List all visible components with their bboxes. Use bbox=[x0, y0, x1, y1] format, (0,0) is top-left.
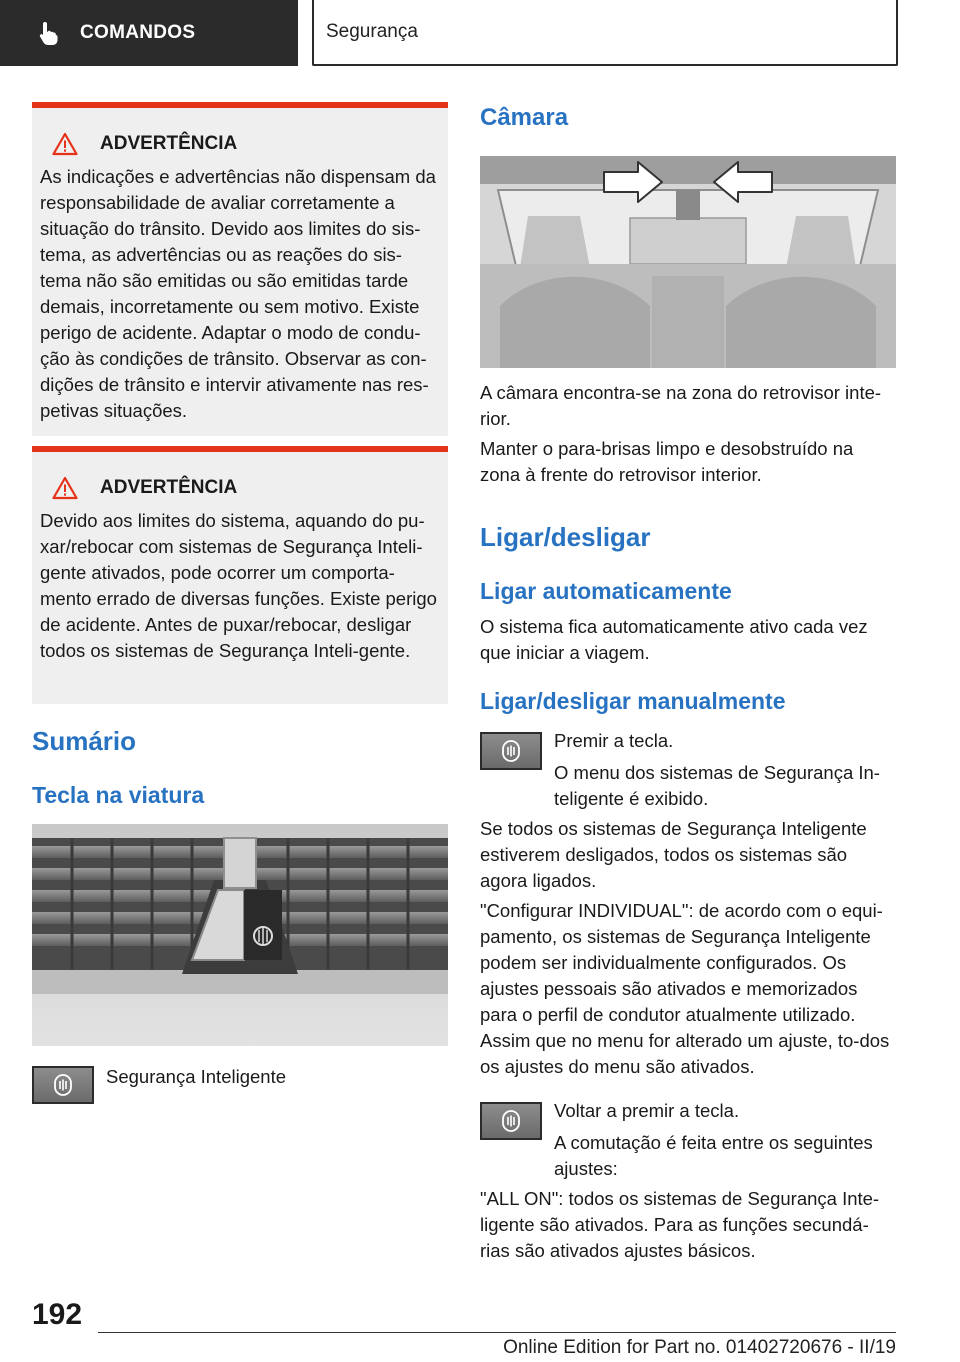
step1-menu-text: O menu dos sistemas de Segurança In-teligente é exibido. bbox=[554, 762, 880, 809]
all-on-text: "ALL ON": todos os sistemas de Segurança Inte-ligente são ativados. Para as funções secundá-rias são ativados ajustes básicos. bbox=[480, 1188, 880, 1261]
individual-text: "Configurar INDIVIDUAL": de acordo com o equi-pamento, os sistemas de Segurança Inteligente podem ser individualmente configurados. Os ajustes pessoais são ativados e memorizados para o perfil de condutor atualmente utilizado. Assim que no menu for alterado um ajuste, to-dos os ajustes do menu são ativados. bbox=[480, 900, 890, 1077]
camera-photo bbox=[480, 156, 896, 368]
auto-on-text: O sistema fica automaticamente ativo cada vez que iniciar a viagem. bbox=[480, 616, 868, 663]
camera-clean-text: Manter o para-brisas limpo e desobstruído na zona à frente do retrovisor interior. bbox=[480, 438, 854, 485]
chapter-tab bbox=[0, 0, 298, 66]
interior-camera-illustration bbox=[480, 156, 896, 368]
key-label: Segurança Inteligente bbox=[106, 1066, 286, 1087]
warning-triangle-icon bbox=[52, 476, 78, 500]
onoff-heading: Ligar/desligar bbox=[480, 522, 651, 552]
warning-title: ADVERTÊNCIA bbox=[100, 133, 238, 154]
button-in-vehicle-heading: Tecla na viatura bbox=[32, 782, 205, 808]
edition-text: Online Edition for Part no. 01402720676 - II/19 bbox=[503, 1337, 896, 1358]
summary-heading: Sumário bbox=[32, 726, 137, 756]
page-header bbox=[0, 0, 960, 66]
step1-press-text: Premir a tecla. bbox=[554, 730, 674, 751]
section-label: Segurança bbox=[326, 21, 418, 42]
warning-title: ADVERTÊNCIA bbox=[100, 477, 238, 498]
page-number: 192 bbox=[32, 1298, 83, 1331]
step2-toggle-text: A comutação é feita entre os seguintes ajustes: bbox=[554, 1132, 873, 1179]
warning-triangle-icon bbox=[52, 132, 78, 156]
camera-location-text: A câmara encontra-se na zona do retrovisor inte-rior. bbox=[480, 382, 882, 429]
auto-on-heading: Ligar automaticamente bbox=[480, 578, 732, 604]
intelligent-safety-key-icon bbox=[480, 1102, 542, 1140]
warning-heading bbox=[40, 132, 440, 156]
safety-button-symbol-icon bbox=[502, 740, 520, 762]
hand-pointer-icon bbox=[36, 20, 62, 46]
warning-text: As indicações e advertências não dispensam da responsabilidade de avaliar corretamente a situação do trânsito. Devido aos limites do sis-tema, as advertências ou as reações do sis-tema não são emitidas ou são emitidas tarde demais, incorretamente ou sem motivo. Existe perigo de acidente. Adaptar o modo de condu-ção às condições de trânsito. Observar as con-dições de trânsito e intervir ativamente nas res-petivas situações. bbox=[40, 166, 436, 421]
camera-heading: Câmara bbox=[480, 104, 569, 131]
warning-box-2 bbox=[32, 446, 448, 704]
safety-button-symbol-icon bbox=[54, 1074, 72, 1096]
section-tab bbox=[312, 0, 898, 66]
intelligent-safety-key-icon bbox=[32, 1066, 94, 1104]
warning-heading bbox=[40, 476, 440, 500]
all-off-text: Se todos os sistemas de Segurança Inteligente estiverem desligados, todos os sistemas são agora ligados. bbox=[480, 818, 867, 891]
footer-divider bbox=[98, 1332, 896, 1333]
vehicle-button-photo bbox=[32, 824, 448, 1046]
warning-box-1 bbox=[32, 102, 448, 436]
chapter-label: COMANDOS bbox=[80, 22, 196, 43]
step2-press-text: Voltar a premir a tecla. bbox=[554, 1100, 740, 1121]
intelligent-safety-key-icon bbox=[480, 732, 542, 770]
warning-text: Devido aos limites do sistema, aquando do pu-xar/rebocar com sistemas de Segurança Inteli-gente ativados, pode ocorrer um comporta-mento errado de diversas funções. Existe perigo de acidente. Antes de puxar/rebocar, desligar todos os sistemas de Segurança Inteli-gente. bbox=[40, 510, 437, 661]
safety-button-symbol-icon bbox=[502, 1110, 520, 1132]
console-grille-illustration bbox=[32, 824, 448, 1046]
manual-onoff-heading: Ligar/desligar manualmente bbox=[480, 688, 786, 714]
